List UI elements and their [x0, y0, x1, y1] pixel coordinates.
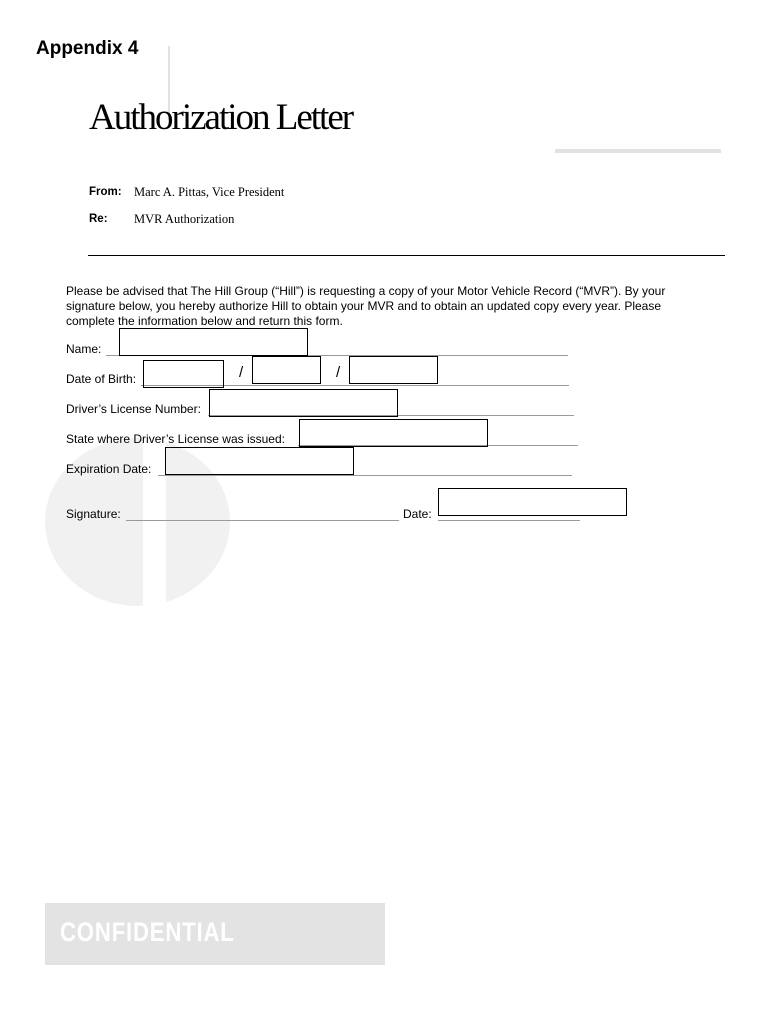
date-label: Date: [403, 507, 432, 521]
re-label: Re: [89, 213, 108, 225]
dob-separator: / [336, 364, 341, 381]
page-title: Authorization Letter [89, 97, 353, 138]
expiration-date-field[interactable] [165, 447, 354, 475]
name-field[interactable] [119, 328, 308, 356]
dob-month-field[interactable] [143, 360, 224, 388]
confidential-text: CONFIDENTIAL [60, 917, 235, 947]
expiration-date-label: Expiration Date: [66, 462, 152, 476]
expiration-date-underline [158, 475, 572, 476]
dob-year-field[interactable] [349, 356, 438, 384]
appendix-label: Appendix 4 [36, 38, 139, 59]
name-label: Name: [66, 342, 102, 356]
signature-label: Signature: [66, 507, 121, 521]
dob-separator: / [239, 364, 244, 381]
license-state-field[interactable] [299, 419, 488, 447]
re-value: MVR Authorization [134, 212, 235, 226]
dob-label: Date of Birth: [66, 372, 137, 386]
dob-day-field[interactable] [252, 356, 321, 384]
date-field[interactable] [438, 488, 627, 516]
header-divider [88, 255, 725, 256]
decorative-horizontal-bar [555, 149, 721, 153]
date-underline [438, 520, 580, 521]
license-number-field[interactable] [209, 389, 398, 417]
from-value: Marc A. Pittas, Vice President [134, 185, 285, 199]
license-number-label: Driver’s License Number: [66, 402, 201, 416]
signature-line[interactable] [126, 520, 399, 521]
body-paragraph: Please be advised that The Hill Group (“Hill”) is requesting a copy of your Motor Vehicle Record (“MVR”). By your signature below, you hereby authorize Hill to obtain your MVR and to obtain an updated copy every year. Please complete the information below and return this form. [66, 284, 666, 328]
license-state-label: State where Driver’s License was issued: [66, 432, 285, 446]
from-label: From: [89, 186, 122, 198]
